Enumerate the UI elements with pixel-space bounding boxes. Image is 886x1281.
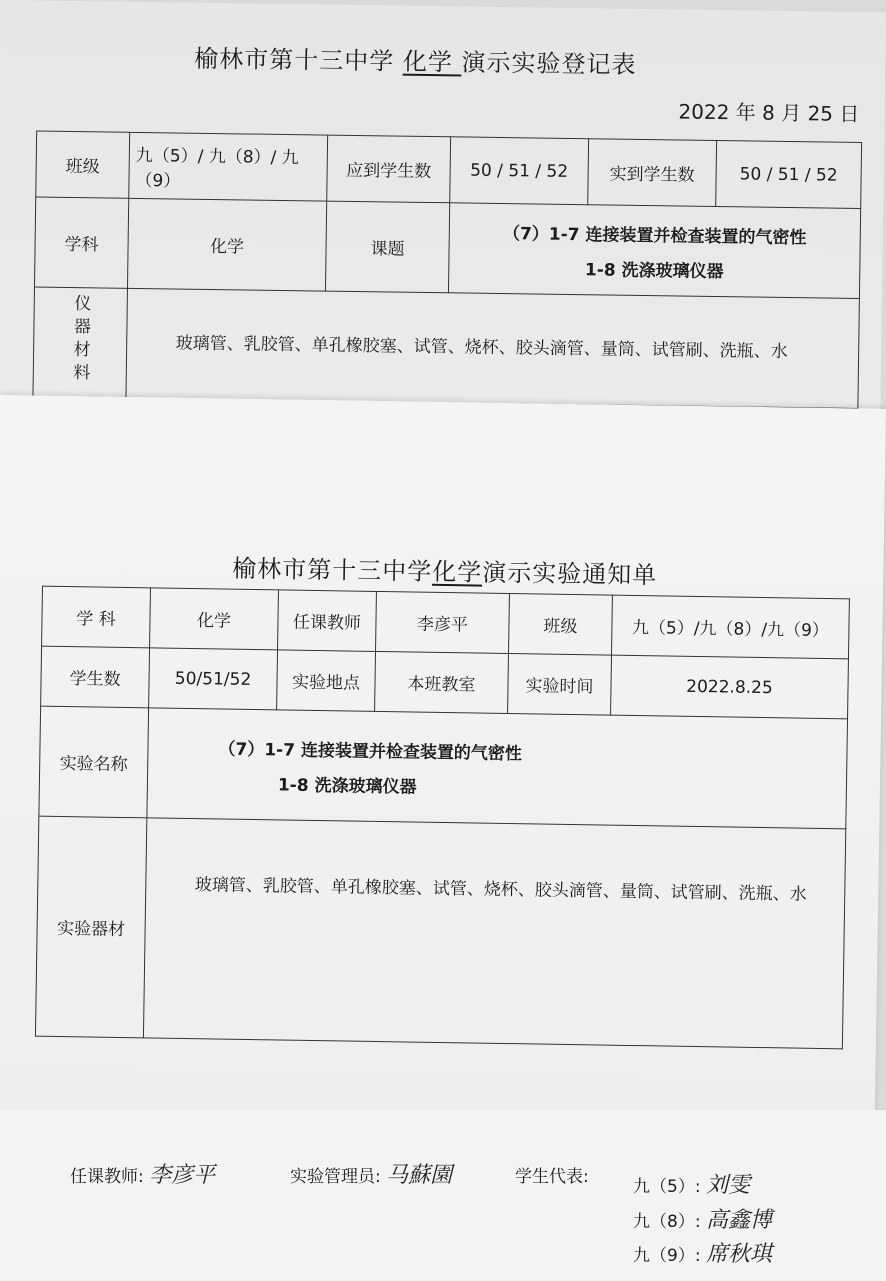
student-rep-2 bbox=[633, 1203, 772, 1234]
notice-subject-label: 学 科 bbox=[42, 586, 151, 648]
admin-signature-row bbox=[290, 1158, 452, 1189]
notice-students-label: 学生数 bbox=[41, 646, 150, 708]
register-class-label: 班级 bbox=[36, 131, 130, 198]
notice-students-value: 50/51/52 bbox=[149, 648, 278, 710]
notice-time-value: 2022.8.25 bbox=[611, 655, 849, 719]
notice-table bbox=[35, 586, 850, 1050]
register-actual-value: 50 / 51 / 52 bbox=[716, 141, 862, 209]
register-class-value: 九（5）/ 九（8）/ 九（9） bbox=[129, 132, 328, 201]
register-topic-label: 课题 bbox=[325, 201, 449, 293]
notice-equipment-label: 实验器材 bbox=[35, 816, 146, 1038]
notice-class-label: 班级 bbox=[509, 594, 613, 656]
register-table bbox=[32, 131, 862, 410]
notice-equipment-value: 玻璃管、乳胶管、单孔橡胶塞、试管、烧杯、胶头滴管、量筒、试管刷、洗瓶、水 bbox=[143, 818, 845, 1049]
register-expected-label: 应到学生数 bbox=[327, 135, 451, 203]
register-materials-value: 玻璃管、乳胶管、单孔橡胶塞、试管、烧杯、胶头滴管、量筒、试管刷、洗瓶、水 bbox=[126, 288, 859, 408]
register-title-suffix: 演示实验登记表 bbox=[461, 48, 637, 79]
register-topic-line1: （7）1-7 连接装置并检查装置的气密性 bbox=[502, 223, 807, 248]
register-actual-label: 实到学生数 bbox=[588, 139, 717, 207]
student-rep-2-signature: 高鑫博 bbox=[705, 1208, 772, 1233]
notice-sheet bbox=[0, 395, 886, 1149]
register-title-school: 榆林市第十三中学 bbox=[194, 44, 404, 76]
register-materials-label-text: 仪器材料 bbox=[69, 294, 91, 387]
teacher-signature-label: 任课教师: bbox=[70, 1167, 144, 1187]
notice-name-label: 实验名称 bbox=[39, 706, 149, 818]
teacher-signature-row bbox=[70, 1158, 215, 1189]
student-rep-1-signature: 刘雯 bbox=[705, 1173, 750, 1198]
notice-location-value: 本班教室 bbox=[375, 651, 509, 713]
register-expected-value: 50 / 51 / 52 bbox=[450, 137, 589, 205]
notice-name-line1: （7）1-7 连接装置并检查装置的气密性 bbox=[218, 738, 523, 764]
student-rep-3 bbox=[633, 1237, 772, 1268]
notice-title-school: 榆林市第十三中学 bbox=[232, 554, 433, 586]
register-title bbox=[194, 39, 637, 80]
register-date: 2022 年 8 月 25 日 bbox=[678, 99, 860, 127]
register-topic-value bbox=[448, 203, 860, 299]
register-title-subject: 化学 bbox=[402, 47, 462, 77]
notice-teacher-label: 任课教师 bbox=[278, 590, 377, 652]
student-rep-label: 学生代表: bbox=[515, 1167, 589, 1187]
notice-teacher-value: 李彦平 bbox=[376, 591, 510, 653]
notice-title bbox=[232, 549, 657, 591]
notice-time-label: 实验时间 bbox=[508, 654, 612, 716]
student-rep-2-class: 九（8）: bbox=[633, 1212, 701, 1232]
signature-area bbox=[0, 1110, 886, 1281]
notice-name-line2: 1-8 洗涤玻璃仪器 bbox=[277, 774, 417, 798]
notice-class-value: 九（5）/九（8）/九（9） bbox=[611, 595, 849, 659]
notice-subject-value: 化学 bbox=[150, 588, 279, 650]
register-subject-label: 学科 bbox=[34, 197, 128, 288]
notice-title-suffix: 演示实验通知单 bbox=[482, 558, 658, 590]
student-rep-1 bbox=[633, 1168, 750, 1199]
teacher-signature: 李彦平 bbox=[149, 1163, 216, 1188]
admin-signature-label: 实验管理员: bbox=[290, 1167, 381, 1187]
notice-location-label: 实验地点 bbox=[277, 650, 376, 712]
student-rep-3-signature: 席秋琪 bbox=[705, 1242, 772, 1267]
notice-name-value bbox=[147, 708, 848, 829]
register-topic-line2: 1-8 洗涤玻璃仪器 bbox=[584, 259, 724, 282]
admin-signature: 马蘇園 bbox=[386, 1163, 453, 1188]
student-rep-1-class: 九（5）: bbox=[633, 1177, 701, 1197]
register-subject-value: 化学 bbox=[127, 198, 326, 291]
notice-title-subject: 化学 bbox=[432, 557, 483, 587]
register-materials-label bbox=[33, 287, 128, 398]
student-rep-3-class: 九（9）: bbox=[633, 1246, 701, 1266]
